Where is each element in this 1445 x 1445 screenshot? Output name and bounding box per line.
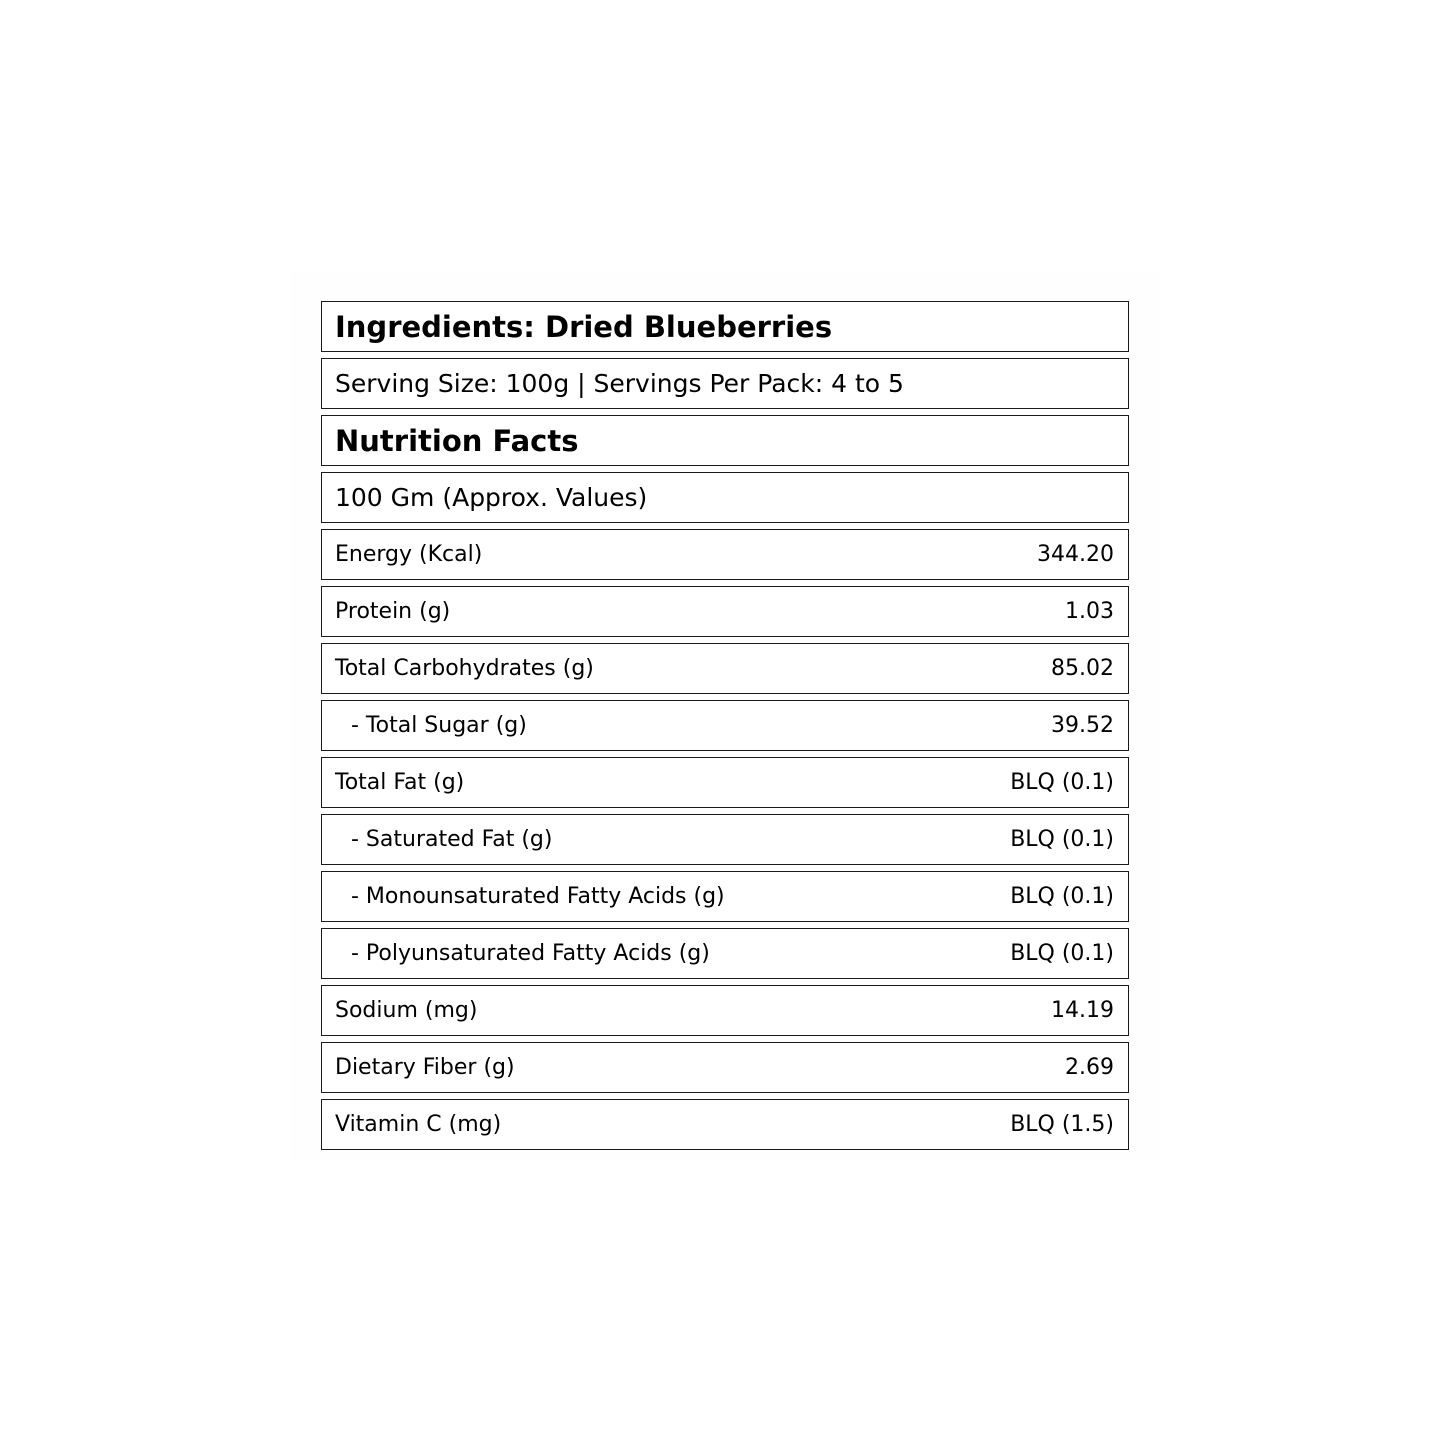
nutrient-row bbox=[321, 985, 1129, 1036]
nutrient-value: BLQ (0.1) bbox=[1010, 770, 1114, 795]
nutrition-facts-row bbox=[321, 415, 1129, 466]
nutrient-row bbox=[321, 757, 1129, 808]
nutrient-value: 39.52 bbox=[1051, 713, 1114, 738]
nutrient-name: Vitamin C (mg) bbox=[335, 1112, 502, 1137]
nutrient-row bbox=[321, 814, 1129, 865]
nutrient-value: BLQ (1.5) bbox=[1010, 1112, 1114, 1137]
nutrient-name: Dietary Fiber (g) bbox=[335, 1055, 515, 1080]
nutrient-name: Total Fat (g) bbox=[335, 770, 465, 795]
nutrient-value: BLQ (0.1) bbox=[1010, 941, 1114, 966]
nutrient-row bbox=[321, 1042, 1129, 1093]
ingredients-text: Ingredients: Dried Blueberries bbox=[335, 309, 833, 344]
nutrient-value: 1.03 bbox=[1065, 599, 1114, 624]
nutrient-name: - Saturated Fat (g) bbox=[351, 827, 553, 852]
nutrient-name: Protein (g) bbox=[335, 599, 451, 624]
nutrient-row bbox=[321, 586, 1129, 637]
basis-row bbox=[321, 472, 1129, 523]
nutrition-label bbox=[321, 301, 1129, 1150]
nutrient-row bbox=[321, 700, 1129, 751]
nutrient-name: - Monounsaturated Fatty Acids (g) bbox=[351, 884, 725, 909]
nutrient-value: BLQ (0.1) bbox=[1010, 827, 1114, 852]
nutrient-row bbox=[321, 1099, 1129, 1150]
nutrient-row bbox=[321, 643, 1129, 694]
nutrient-row bbox=[321, 871, 1129, 922]
nutrient-value: 85.02 bbox=[1051, 656, 1114, 681]
nutrient-name: Sodium (mg) bbox=[335, 998, 478, 1023]
nutrition-facts-heading: Nutrition Facts bbox=[335, 423, 579, 458]
nutrient-value: 14.19 bbox=[1051, 998, 1114, 1023]
ingredients-row bbox=[321, 301, 1129, 352]
nutrient-row bbox=[321, 529, 1129, 580]
nutrient-value: 344.20 bbox=[1037, 542, 1114, 567]
serving-text: Serving Size: 100g | Servings Per Pack: 4 to 5 bbox=[335, 369, 904, 398]
nutrient-name: - Total Sugar (g) bbox=[351, 713, 527, 738]
nutrient-name: - Polyunsaturated Fatty Acids (g) bbox=[351, 941, 710, 966]
serving-row bbox=[321, 358, 1129, 409]
nutrient-row bbox=[321, 928, 1129, 979]
nutrient-name: Energy (Kcal) bbox=[335, 542, 483, 567]
basis-text: 100 Gm (Approx. Values) bbox=[335, 483, 648, 512]
nutrient-name: Total Carbohydrates (g) bbox=[335, 656, 594, 681]
nutrient-value: 2.69 bbox=[1065, 1055, 1114, 1080]
nutrient-value: BLQ (0.1) bbox=[1010, 884, 1114, 909]
